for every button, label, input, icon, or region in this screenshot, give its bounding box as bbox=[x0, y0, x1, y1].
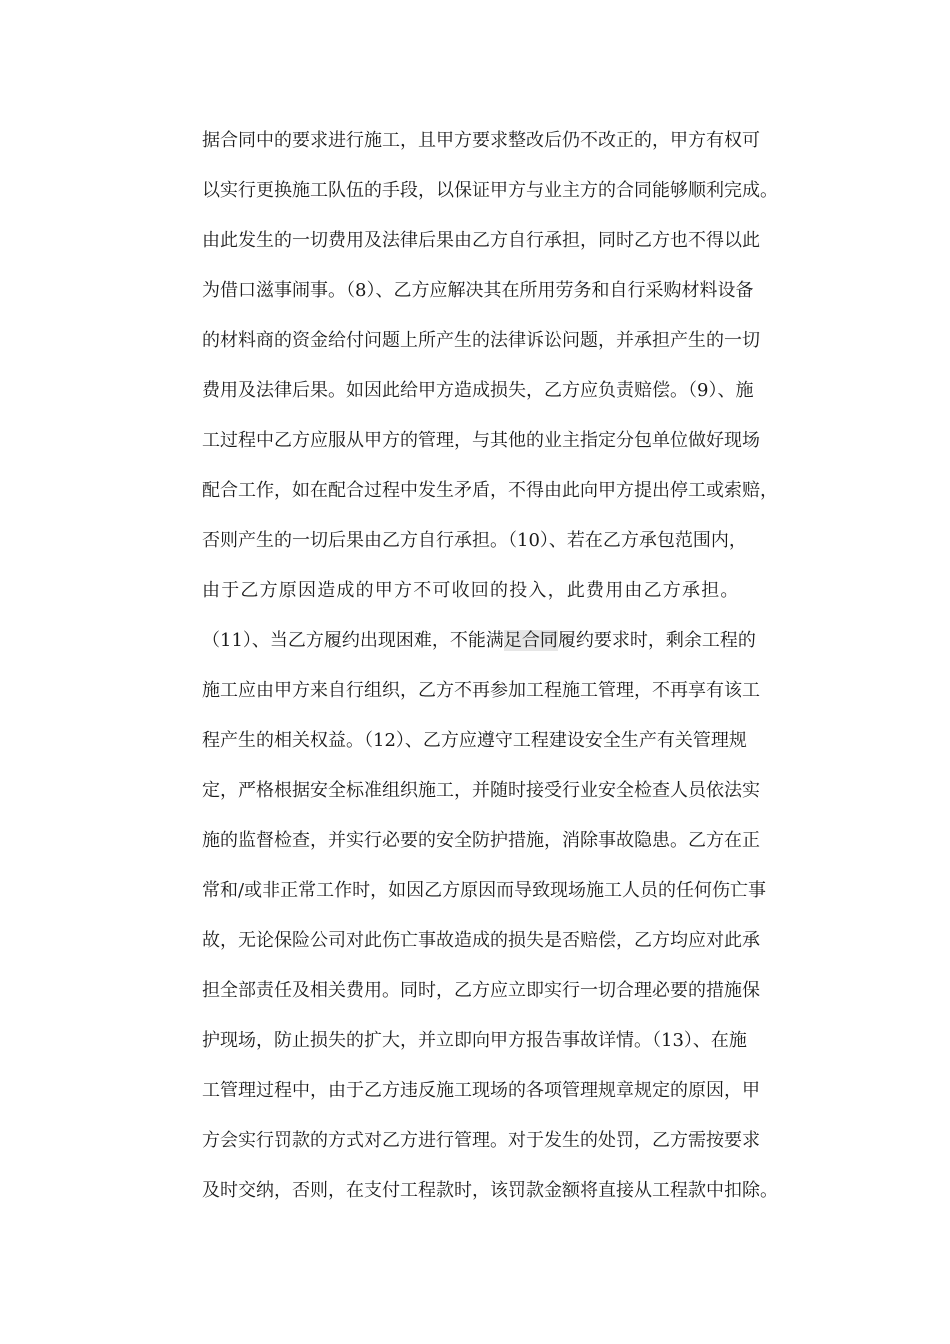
text-line-5: 的材料商的资金给付问题上所产生的法律诉讼问题，并承担产生的一切 bbox=[202, 330, 760, 351]
highlighted-text: 足合同 bbox=[503, 630, 558, 651]
text-line-9: 否则产生的一切后果由乙方自行承担。（10）、若在乙方承包范围内， bbox=[202, 530, 747, 551]
text-line-12: 施工应由甲方来自行组织，乙方不再参加工程施工管理，不再享有该工 bbox=[202, 680, 760, 701]
text-line-1: 据合同中的要求进行施工，且甲方要求整改后仍不改正的，甲方有权可 bbox=[202, 130, 760, 151]
text-line-2: 以实行更换施工队伍的手段，以保证甲方与业主方的合同能够顺利完成。 bbox=[202, 180, 778, 201]
text-line-16: 常和/或非正常工作时，如因乙方原因而导致现场施工人员的任何伤亡事 bbox=[202, 880, 767, 901]
text-line-21: 方会实行罚款的方式对乙方进行管理。对于发生的处罚，乙方需按要求 bbox=[202, 1130, 760, 1151]
text-line-22: 及时交纳，否则，在支付工程款时，该罚款金额将直接从工程款中扣除。 bbox=[202, 1180, 778, 1201]
text-line-18: 担全部责任及相关费用。同时，乙方应立即实行一切合理必要的措施保 bbox=[202, 980, 760, 1001]
text-line-11 bbox=[202, 616, 827, 666]
text-line-10: 由于乙方原因造成的甲方不可收回的投入，此费用由乙方承担。 bbox=[202, 580, 740, 601]
text-line-13: 程产生的相关权益。（12）、乙方应遵守工程建设安全生产有关管理规 bbox=[202, 730, 747, 751]
text-line-19: 护现场，防止损失的扩大，并立即向甲方报告事故详情。（13）、在施 bbox=[202, 1030, 747, 1051]
text-line-4: 为借口滋事闹事。（8）、乙方应解决其在所用劳务和自行采购材料设备 bbox=[202, 280, 754, 301]
text-line-3: 由此发生的一切费用及法律后果由乙方自行承担，同时乙方也不得以此 bbox=[202, 230, 760, 251]
text-line-20: 工管理过程中，由于乙方违反施工现场的各项管理规章规定的原因，甲 bbox=[202, 1080, 760, 1101]
text-line-17: 故，无论保险公司对此伤亡事故造成的损失是否赔偿，乙方均应对此承 bbox=[202, 930, 760, 951]
text-line-6: 费用及法律后果。如因此给甲方造成损失，乙方应负责赔偿。（9）、施 bbox=[202, 380, 754, 401]
text-line-14: 定，严格根据安全标准组织施工，并随时接受行业安全检查人员依法实 bbox=[202, 780, 760, 801]
body-text bbox=[202, 116, 827, 1216]
text-line-11-before: （11）、当乙方履约出现困难，不能满 bbox=[202, 630, 504, 651]
text-line-11-after: 履约要求时，剩余工程的 bbox=[557, 630, 756, 651]
text-line-7: 工过程中乙方应服从甲方的管理，与其他的业主指定分包单位做好现场 bbox=[202, 430, 760, 451]
text-line-15: 施的监督检查，并实行必要的安全防护措施，消除事故隐患。乙方在正 bbox=[202, 830, 760, 851]
text-line-8: 配合工作，如在配合过程中发生矛盾，不得由此向甲方提出停工或索赔， bbox=[202, 480, 778, 501]
